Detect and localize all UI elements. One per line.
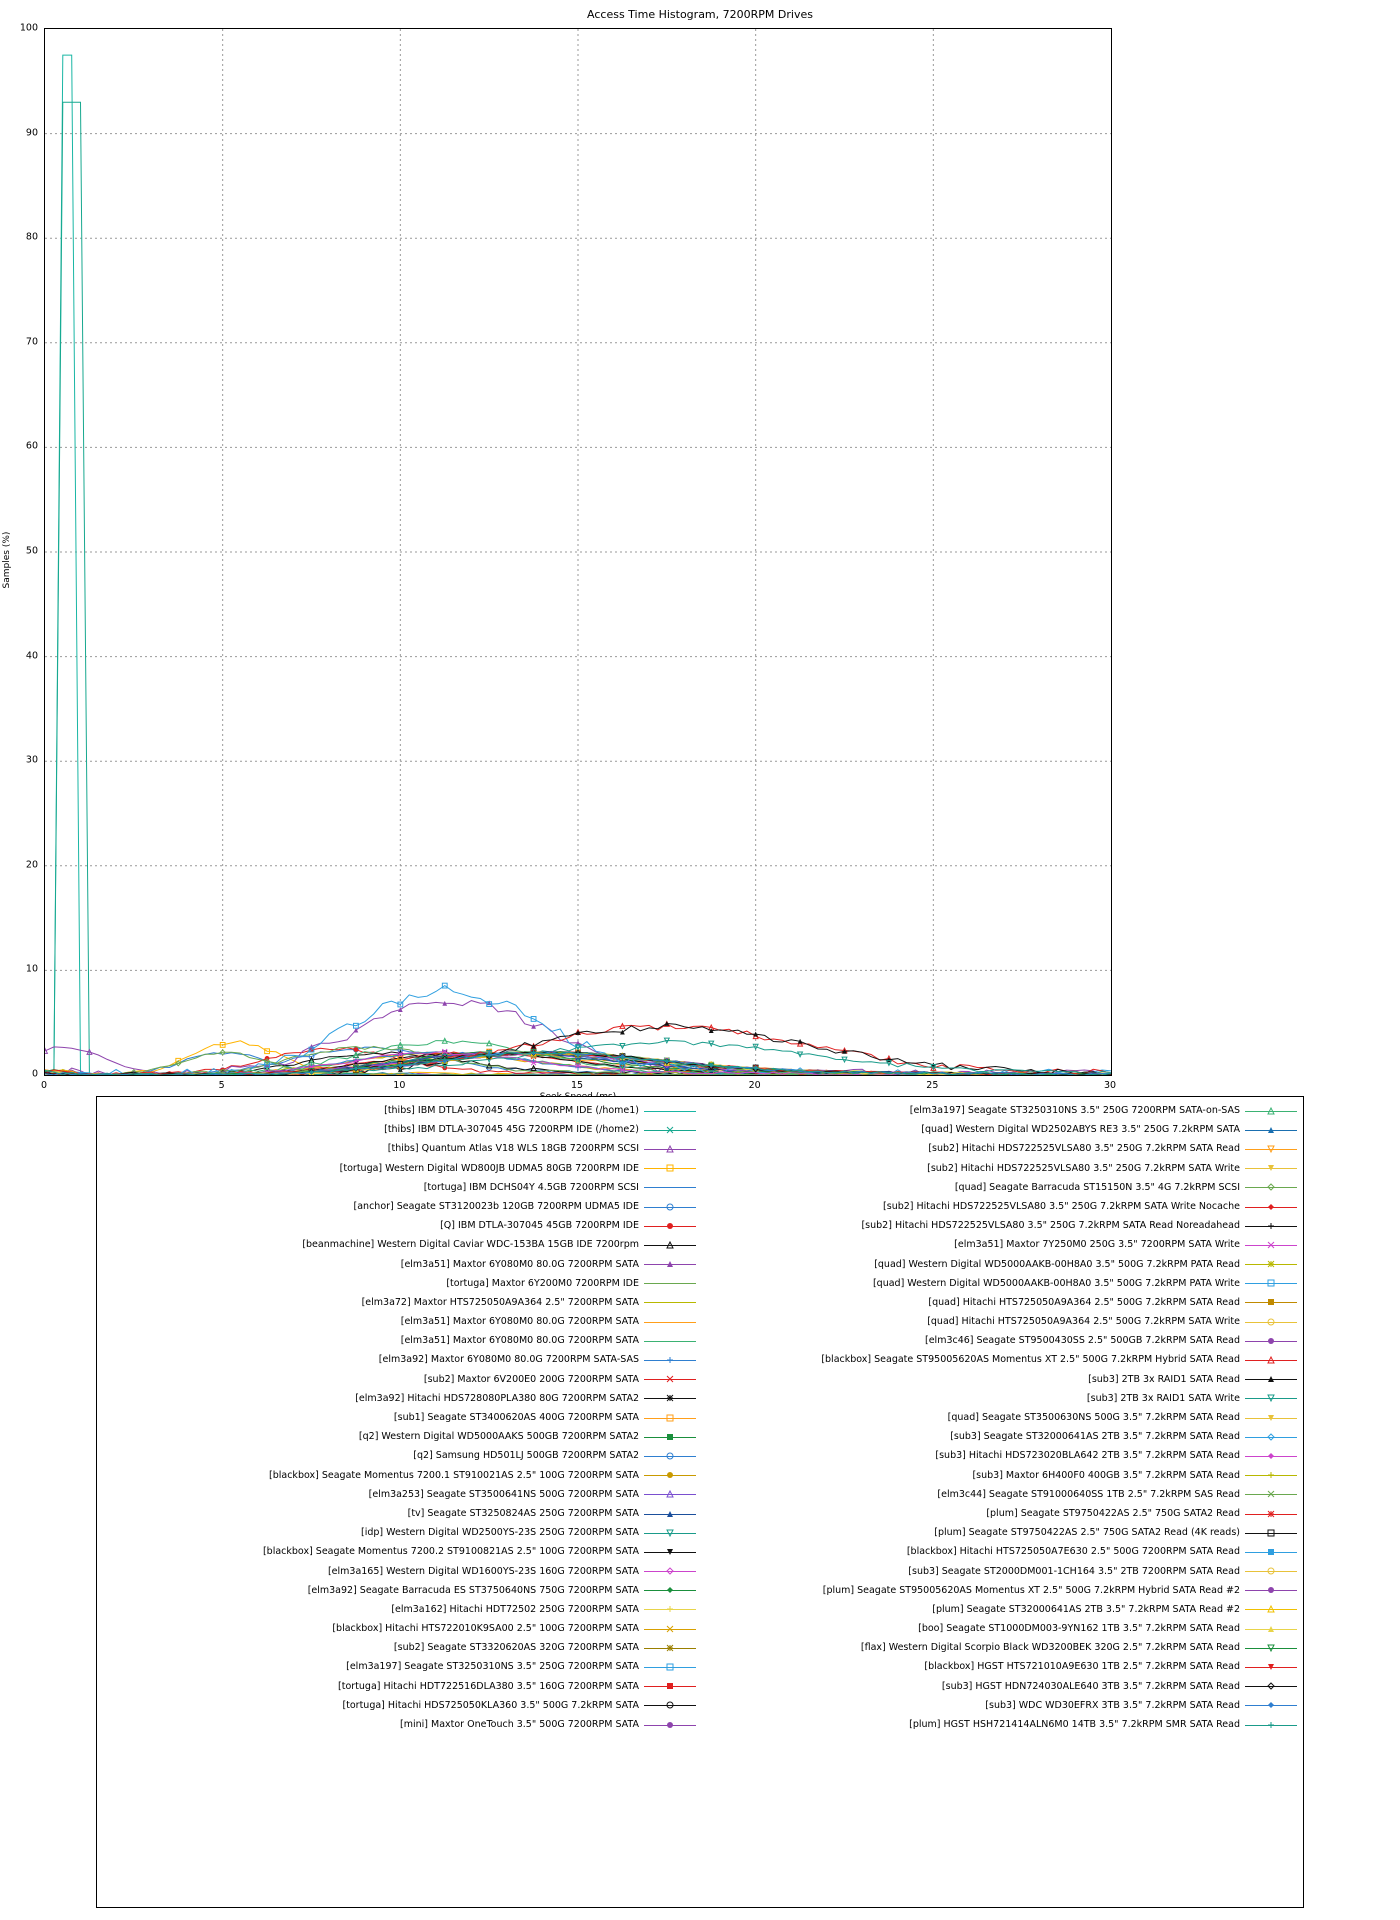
- legend-item-label: [sub2] Seagate ST3320620AS 320G 7200RPM SATA: [393, 1642, 639, 1654]
- x-tick-label: 20: [748, 1080, 761, 1091]
- legend-color-swatch: [1245, 1623, 1297, 1635]
- legend-item-label: [thibs] IBM DTLA-307045 45G 7200RPM IDE (/home2): [384, 1124, 639, 1136]
- legend-color-swatch: [1245, 1680, 1297, 1692]
- x-tick-label: 0: [40, 1080, 48, 1091]
- legend-item-label: [elm3a197] Seagate ST3250310NS 3.5" 250G 7200RPM SATA: [346, 1661, 639, 1673]
- legend-color-swatch: [644, 1584, 696, 1596]
- legend-item-label: [elm3a92] Seagate Barracuda ES ST3750640NS 750G 7200RPM SATA: [307, 1584, 639, 1596]
- legend-item[interactable]: [99, 1312, 700, 1331]
- legend-item-label: [elm3a165] Western Digital WD1600YS-23S 160G 7200RPM SATA: [327, 1565, 639, 1577]
- legend-item[interactable]: [700, 1446, 1301, 1465]
- legend-item[interactable]: [99, 1139, 700, 1158]
- x-tick-label: 30: [1103, 1080, 1117, 1091]
- legend-color-swatch: [644, 1661, 696, 1673]
- legend-item-label: [q2] Samsung HD501LJ 500GB 7200RPM SATA2: [413, 1450, 639, 1462]
- y-tick-label: 70: [25, 336, 38, 348]
- legend-color-swatch: [1245, 1469, 1297, 1481]
- legend-color-swatch: [644, 1680, 696, 1692]
- legend-item[interactable]: [99, 1715, 700, 1734]
- x-tick-label: 5: [218, 1080, 225, 1091]
- legend-color-swatch: [1245, 1220, 1297, 1232]
- legend-color-swatch: [1245, 1354, 1297, 1366]
- legend-item-label: [sub3] Seagate ST32000641AS 2TB 3.5" 7.2kRPM SATA Read: [950, 1431, 1240, 1443]
- y-tick-label: 10: [25, 963, 38, 975]
- y-tick-label: 40: [25, 650, 38, 662]
- legend-item-label: [elm3a51] Maxtor 6Y080M0 80.0G 7200RPM SATA: [400, 1316, 639, 1328]
- x-tick-label: 25: [926, 1080, 939, 1091]
- y-tick-label: 0: [31, 1068, 38, 1080]
- legend-color-swatch: [644, 1316, 696, 1328]
- legend-color-swatch: [1245, 1488, 1297, 1500]
- plot-area: [44, 28, 1112, 1076]
- legend-item-label: [sub3] Maxtor 6H400F0 400GB 3.5" 7.2kRPM SATA Read: [972, 1469, 1240, 1481]
- legend-item-label: [quad] Hitachi HTS725050A9A364 2.5" 500G 7.2kRPM SATA Read: [928, 1296, 1240, 1308]
- legend-item-label: [elm3a162] Hitachi HDT72502 250G 7200RPM SATA: [391, 1603, 639, 1615]
- legend-item[interactable]: [99, 1600, 700, 1619]
- legend-item-label: [sub1] Seagate ST3400620AS 400G 7200RPM SATA: [393, 1412, 639, 1423]
- legend-item[interactable]: [700, 1542, 1301, 1561]
- legend-item[interactable]: [99, 1178, 700, 1197]
- legend-item-label: [sub2] Hitachi HDS722525VLSA80 3.5" 250G 7.2kRPM SATA Write: [927, 1162, 1240, 1174]
- series-line: [45, 102, 1111, 1075]
- legend-color-swatch: [644, 1412, 696, 1424]
- legend-item[interactable]: [700, 1159, 1301, 1178]
- legend-item-label: [blackbox] Seagate ST95005620AS Momentus XT 2.5" 500G 7.2kRPM Hybrid SATA Read: [821, 1354, 1240, 1366]
- legend-item[interactable]: [700, 1101, 1301, 1120]
- legend-item-label: [blackbox] Hitachi HTS725050A7E630 2.5" 500G 7200RPM SATA Read: [906, 1546, 1240, 1558]
- legend-item[interactable]: [700, 1581, 1301, 1600]
- legend-color-swatch: [1245, 1201, 1297, 1213]
- legend-item[interactable]: [99, 1274, 700, 1293]
- legend-item[interactable]: [700, 1696, 1301, 1715]
- legend-item[interactable]: [700, 1427, 1301, 1446]
- legend-color-swatch: [1245, 1143, 1297, 1155]
- y-tick-label: 80: [25, 231, 38, 243]
- legend-color-swatch: [1245, 1699, 1297, 1711]
- legend-item-label: [elm3c46] Seagate ST9500430SS 2.5" 500GB 7.2kRPM SATA Read: [925, 1335, 1240, 1347]
- legend-color-swatch: [644, 1431, 696, 1443]
- legend-color-swatch: [644, 1565, 696, 1577]
- legend-item[interactable]: [99, 1293, 700, 1312]
- legend-item[interactable]: [99, 1696, 700, 1715]
- legend-item[interactable]: [99, 1101, 700, 1120]
- legend-color-swatch: [644, 1450, 696, 1462]
- legend-item-label: [quad] Seagate ST3500630NS 500G 3.5" 7.2kRPM SATA Read: [947, 1412, 1240, 1423]
- legend-item-label: [quad] Western Digital WD2502ABYS RE3 3.5" 250G 7.2kRPM SATA: [921, 1124, 1240, 1136]
- legend-item[interactable]: [700, 1178, 1301, 1197]
- legend-color-swatch: [1245, 1105, 1297, 1117]
- legend-color-swatch: [644, 1181, 696, 1193]
- legend-color-swatch: [644, 1527, 696, 1539]
- legend-item[interactable]: [700, 1120, 1301, 1139]
- legend-item[interactable]: [700, 1485, 1301, 1504]
- legend-color-swatch: [1245, 1661, 1297, 1673]
- y-tick-label: 90: [25, 127, 38, 139]
- legend-item-label: [elm3a253] Seagate ST3500641NS 500G 7200RPM SATA: [368, 1488, 639, 1500]
- legend-item-label: [tortuga] Hitachi HDS725050KLA360 3.5" 500G 7.2kRPM SATA: [342, 1699, 639, 1711]
- legend-item[interactable]: [99, 1657, 700, 1676]
- legend-item-label: [sub2] Maxtor 6V200E0 200G 7200RPM SATA: [423, 1373, 639, 1385]
- legend-item[interactable]: [700, 1350, 1301, 1369]
- legend-item-label: [blackbox] Seagate Momentus 7200.1 ST910021AS 2.5" 100G 7200RPM SATA: [269, 1469, 639, 1481]
- legend-color-swatch: [1245, 1527, 1297, 1539]
- legend-color-swatch: [1245, 1431, 1297, 1443]
- legend-item[interactable]: [700, 1408, 1301, 1427]
- legend-item[interactable]: [99, 1197, 700, 1216]
- legend-item[interactable]: [99, 1619, 700, 1638]
- legend-item-label: [blackbox] Seagate Momentus 7200.2 ST9100821AS 2.5" 100G 7200RPM SATA: [262, 1546, 639, 1558]
- legend-item[interactable]: [700, 1389, 1301, 1408]
- legend-color-swatch: [1245, 1412, 1297, 1424]
- legend-item-label: [mini] Maxtor OneTouch 3.5" 500G 7200RPM SATA: [400, 1719, 639, 1730]
- legend-color-swatch: [1245, 1603, 1297, 1615]
- x-tick-label: 15: [570, 1080, 584, 1091]
- legend-item[interactable]: [99, 1370, 700, 1389]
- legend-item-label: [elm3a51] Maxtor 6Y080M0 80.0G 7200RPM SATA: [400, 1258, 639, 1270]
- legend-color-swatch: [1245, 1546, 1297, 1558]
- legend-item[interactable]: [99, 1638, 700, 1657]
- legend-item-label: [beanmachine] Western Digital Caviar WDC-153BA 15GB IDE 7200rpm: [302, 1239, 639, 1251]
- legend-item[interactable]: [99, 1350, 700, 1369]
- legend-column-left: [99, 1101, 700, 1905]
- legend-color-swatch: [1245, 1450, 1297, 1462]
- legend-color-swatch: [1245, 1392, 1297, 1404]
- legend-color-swatch: [644, 1469, 696, 1481]
- legend-item[interactable]: [99, 1523, 700, 1542]
- legend-item[interactable]: [700, 1638, 1301, 1657]
- legend-item-label: [Q] IBM DTLA-307045 45GB 7200RPM IDE: [440, 1220, 639, 1232]
- legend-item[interactable]: [700, 1562, 1301, 1581]
- legend-item[interactable]: [99, 1331, 700, 1350]
- legend-item-label: [plum] Seagate ST9750422AS 2.5" 750G SATA2 Read: [986, 1507, 1240, 1519]
- legend-color-swatch: [644, 1488, 696, 1500]
- legend-color-swatch: [1245, 1642, 1297, 1654]
- legend-color-swatch: [1245, 1335, 1297, 1347]
- legend-item-label: [sub3] HGST HDN724030ALE640 3TB 3.5" 7.2kRPM SATA Read: [941, 1680, 1240, 1692]
- legend-color-swatch: [644, 1354, 696, 1366]
- legend-item-label: [blackbox] HGST HTS721010A9E630 1TB 2.5" 7.2kRPM SATA Read: [924, 1661, 1240, 1673]
- legend-item-label: [tortuga] Western Digital WD800JB UDMA5 80GB 7200RPM IDE: [339, 1162, 639, 1174]
- legend-item-label: [tv] Seagate ST3250824AS 250G 7200RPM SATA: [407, 1507, 639, 1519]
- legend-item[interactable]: [99, 1581, 700, 1600]
- legend-color-swatch: [644, 1277, 696, 1289]
- legend-color-swatch: [1245, 1719, 1297, 1731]
- legend-color-swatch: [644, 1296, 696, 1308]
- legend-item[interactable]: [99, 1427, 700, 1446]
- legend-item-label: [flax] Western Digital Scorpio Black WD3200BEK 320G 2.5" 7.2kRPM SATA Read: [860, 1642, 1240, 1654]
- legend-item[interactable]: [99, 1159, 700, 1178]
- legend-color-swatch: [644, 1603, 696, 1615]
- legend-color-swatch: [1245, 1296, 1297, 1308]
- legend-item-label: [tortuga] Hitachi HDT722516DLA380 3.5" 160G 7200RPM SATA: [338, 1680, 639, 1692]
- legend-color-swatch: [644, 1143, 696, 1155]
- legend-color-swatch: [1245, 1162, 1297, 1174]
- chart-legend: [96, 1096, 1304, 1908]
- legend-item-label: [sub3] Hitachi HDS723020BLA642 2TB 3.5" 7.2kRPM SATA Read: [935, 1450, 1240, 1462]
- legend-item-label: [sub2] Hitachi HDS722525VLSA80 3.5" 250G 7.2kRPM SATA Read: [928, 1143, 1240, 1155]
- legend-item-label: [sub2] Hitachi HDS722525VLSA80 3.5" 250G 7.2kRPM SATA Write Nocache: [883, 1200, 1240, 1212]
- legend-item[interactable]: [99, 1677, 700, 1696]
- y-axis-label: Samples (%): [2, 531, 12, 589]
- legend-item[interactable]: [99, 1562, 700, 1581]
- legend-color-swatch: [644, 1623, 696, 1635]
- legend-color-swatch: [644, 1642, 696, 1654]
- legend-item[interactable]: [700, 1715, 1301, 1734]
- legend-item-label: [sub3] WDC WD30EFRX 3TB 3.5" 7.2kRPM SATA Read: [985, 1699, 1240, 1711]
- legend-item-label: [elm3a92] Hitachi HDS728080PLA380 80G 7200RPM SATA2: [355, 1392, 639, 1404]
- legend-item[interactable]: [700, 1600, 1301, 1619]
- legend-item-label: [quad] Seagate Barracuda ST15150N 3.5" 4G 7.2kRPM SCSI: [954, 1181, 1240, 1193]
- legend-item[interactable]: [99, 1408, 700, 1427]
- legend-color-swatch: [1245, 1124, 1297, 1136]
- legend-item[interactable]: [700, 1677, 1301, 1696]
- legend-item-label: [tortuga] Maxtor 6Y200M0 7200RPM IDE: [446, 1277, 639, 1289]
- legend-item-label: [elm3c44] Seagate ST91000640SS 1TB 2.5" 7.2kRPM SAS Read: [937, 1488, 1240, 1500]
- legend-item-label: [plum] Seagate ST32000641AS 2TB 3.5" 7.2kRPM SATA Read #2: [932, 1603, 1240, 1615]
- legend-item-label: [blackbox] Hitachi HTS722010K9SA00 2.5" 100G 7200RPM SATA: [332, 1623, 639, 1635]
- y-tick-label: 60: [25, 440, 38, 452]
- legend-item[interactable]: [700, 1255, 1301, 1274]
- legend-item[interactable]: [700, 1216, 1301, 1235]
- y-tick-label: 100: [19, 22, 38, 34]
- legend-color-swatch: [1245, 1277, 1297, 1289]
- legend-color-swatch: [1245, 1181, 1297, 1193]
- legend-item[interactable]: [700, 1331, 1301, 1350]
- legend-item[interactable]: [700, 1293, 1301, 1312]
- legend-color-swatch: [644, 1719, 696, 1731]
- legend-item-label: [elm3a72] Maxtor HTS725050A9A364 2.5" 7200RPM SATA: [361, 1296, 639, 1308]
- legend-item-label: [tortuga] IBM DCHS04Y 4.5GB 7200RPM SCSI: [423, 1181, 639, 1193]
- legend-color-swatch: [644, 1699, 696, 1711]
- legend-item[interactable]: [700, 1370, 1301, 1389]
- legend-color-swatch: [644, 1373, 696, 1385]
- legend-item[interactable]: [700, 1274, 1301, 1293]
- legend-item[interactable]: [99, 1504, 700, 1523]
- legend-item[interactable]: [700, 1139, 1301, 1158]
- legend-item[interactable]: [700, 1523, 1301, 1542]
- legend-item-label: [sub3] Seagate ST2000DM001-1CH164 3.5" 2TB 7200RPM SATA Read: [908, 1565, 1240, 1577]
- legend-color-swatch: [644, 1124, 696, 1136]
- legend-item-label: [quad] Western Digital WD5000AAKB-00H8A0 3.5" 500G 7.2kRPM PATA Read: [874, 1258, 1240, 1270]
- legend-item-label: [sub3] 2TB 3x RAID1 SATA Write: [1086, 1392, 1240, 1404]
- legend-item[interactable]: [99, 1466, 700, 1485]
- series-marker: [354, 1047, 359, 1052]
- legend-item[interactable]: [700, 1657, 1301, 1676]
- legend-color-swatch: [644, 1546, 696, 1558]
- legend-item[interactable]: [700, 1197, 1301, 1216]
- legend-color-swatch: [644, 1220, 696, 1232]
- legend-item[interactable]: [99, 1542, 700, 1561]
- legend-item-label: [boo] Seagate ST1000DM003-9YN162 1TB 3.5" 7.2kRPM SATA Read: [918, 1623, 1240, 1635]
- legend-color-swatch: [644, 1201, 696, 1213]
- x-tick-label: 10: [393, 1080, 406, 1091]
- legend-column-right: [700, 1101, 1301, 1905]
- legend-item[interactable]: [99, 1389, 700, 1408]
- legend-item-label: [elm3a51] Maxtor 7Y250M0 250G 3.5" 7200RPM SATA Write: [954, 1239, 1240, 1251]
- chart-canvas: [45, 29, 1111, 1075]
- legend-color-swatch: [644, 1508, 696, 1520]
- legend-item-label: [sub2] Hitachi HDS722525VLSA80 3.5" 250G 7.2kRPM SATA Read Noreadahead: [861, 1220, 1240, 1232]
- legend-color-swatch: [644, 1392, 696, 1404]
- legend-color-swatch: [1245, 1316, 1297, 1328]
- legend-item-label: [elm3a92] Maxtor 6Y080M0 80.0G 7200RPM SATA-SAS: [378, 1354, 639, 1366]
- legend-item-label: [sub3] 2TB 3x RAID1 SATA Read: [1088, 1373, 1240, 1385]
- legend-item[interactable]: [700, 1619, 1301, 1638]
- legend-item[interactable]: [99, 1446, 700, 1465]
- legend-color-swatch: [644, 1239, 696, 1251]
- legend-color-swatch: [1245, 1565, 1297, 1577]
- legend-color-swatch: [644, 1105, 696, 1117]
- legend-item-label: [thibs] IBM DTLA-307045 45G 7200RPM IDE (/home1): [384, 1105, 639, 1116]
- legend-item-label: [quad] Western Digital WD5000AAKB-00H8A0 3.5" 500G 7.2kRPM PATA Write: [872, 1277, 1240, 1289]
- legend-color-swatch: [1245, 1239, 1297, 1251]
- legend-color-swatch: [1245, 1508, 1297, 1520]
- legend-item[interactable]: [700, 1504, 1301, 1523]
- legend-item-label: [elm3a197] Seagate ST3250310NS 3.5" 250G 7200RPM SATA-on-SAS: [909, 1105, 1240, 1116]
- legend-item-label: [quad] Hitachi HTS725050A9A364 2.5" 500G 7.2kRPM SATA Write: [927, 1316, 1240, 1328]
- legend-item-label: [plum] Seagate ST9750422AS 2.5" 750G SATA2 Read (4K reads): [934, 1527, 1240, 1539]
- legend-item-label: [plum] HGST HSH721414ALN6M0 14TB 3.5" 7.2kRPM SMR SATA Read: [909, 1719, 1240, 1730]
- legend-item[interactable]: [99, 1120, 700, 1139]
- y-tick-label: 20: [25, 859, 38, 871]
- legend-color-swatch: [644, 1335, 696, 1347]
- legend-item-label: [plum] Seagate ST95005620AS Momentus XT 2.5" 500G 7.2kRPM Hybrid SATA Read #2: [822, 1584, 1240, 1596]
- legend-color-swatch: [644, 1162, 696, 1174]
- y-tick-label: 50: [25, 545, 38, 557]
- legend-color-swatch: [1245, 1584, 1297, 1596]
- legend-item-label: [anchor] Seagate ST3120023b 120GB 7200RPM UDMA5 IDE: [353, 1200, 639, 1212]
- legend-item[interactable]: [700, 1466, 1301, 1485]
- chart-title: Access Time Histogram, 7200RPM Drives: [587, 8, 813, 21]
- legend-item[interactable]: [700, 1235, 1301, 1254]
- legend-item-label: [elm3a51] Maxtor 6Y080M0 80.0G 7200RPM SATA: [400, 1335, 639, 1347]
- legend-item[interactable]: [99, 1485, 700, 1504]
- y-tick-label: 30: [25, 754, 38, 766]
- legend-item[interactable]: [99, 1255, 700, 1274]
- legend-item[interactable]: [99, 1235, 700, 1254]
- legend-item[interactable]: [99, 1216, 700, 1235]
- legend-item[interactable]: [700, 1312, 1301, 1331]
- legend-item-label: [thibs] Quantum Atlas V18 WLS 18GB 7200RPM SCSI: [387, 1143, 639, 1155]
- legend-color-swatch: [1245, 1258, 1297, 1270]
- legend-item-label: [idp] Western Digital WD2500YS-23S 250G 7200RPM SATA: [361, 1527, 639, 1539]
- legend-color-swatch: [1245, 1373, 1297, 1385]
- legend-item-label: [q2] Western Digital WD5000AAKS 500GB 7200RPM SATA2: [358, 1431, 639, 1443]
- legend-color-swatch: [644, 1258, 696, 1270]
